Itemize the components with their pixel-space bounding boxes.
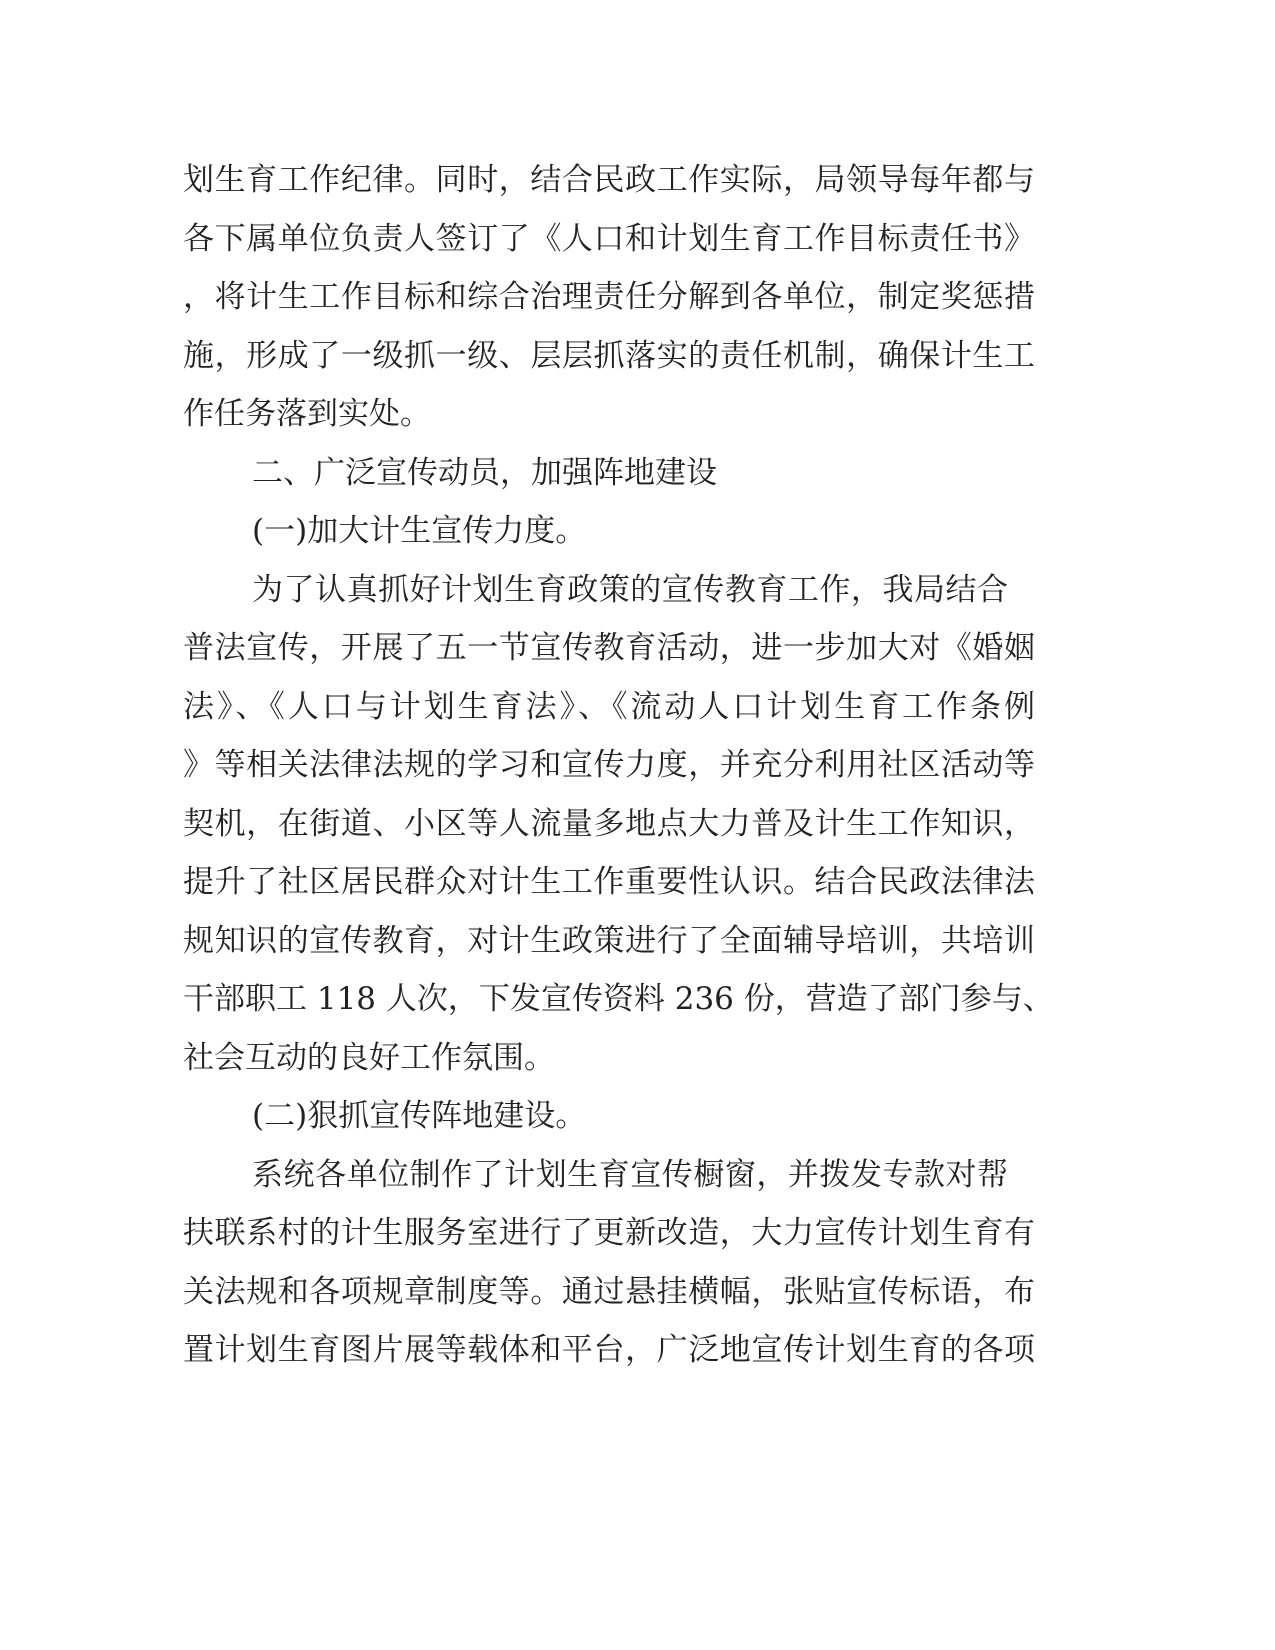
paragraph-line: 普法宣传，开展了五一节宣传教育活动，进一步加大对《婚姻	[183, 630, 1035, 666]
paragraph-line: 系统各单位制作了计划生育宣传橱窗，并拨发专款对帮	[252, 1157, 1008, 1193]
paragraph-line: 规知识的宣传教育，对计生政策进行了全面辅导培训，共培训	[183, 923, 1035, 959]
paragraph-line: 契机，在街道、小区等人流量多地点大力普及计生工作知识，	[183, 806, 1035, 842]
paragraph-line: 关法规和各项规章制度等。通过悬挂横幅，张贴宣传标语，布	[183, 1274, 1035, 1310]
subsection-heading: (一)加大计生宣传力度。	[252, 513, 587, 549]
paragraph-line: 施，形成了一级抓一级、层层抓落实的责任机制，确保计生工	[183, 338, 1035, 374]
paragraph-line: ，将计生工作目标和综合治理责任分解到各单位，制定奖惩措	[183, 279, 1035, 315]
paragraph-line: 法》、《人口与计划生育法》、《流动人口计划生育工作条例	[183, 689, 1035, 725]
paragraph-line: 置计划生育图片展等载体和平台，广泛地宣传计划生育的各项	[183, 1332, 1035, 1368]
paragraph-line: 扶联系村的计生服务室进行了更新改造，大力宣传计划生育有	[183, 1215, 1035, 1251]
paragraph-line: 提升了社区居民群众对计生工作重要性认识。结合民政法律法	[183, 864, 1035, 900]
paragraph-line: 干部职工 118 人次，下发宣传资料 236 份，营造了部门参与、	[183, 981, 1054, 1017]
paragraph-line: 社会互动的良好工作氛围。	[183, 1040, 555, 1076]
paragraph-line: 为了认真抓好计划生育政策的宣传教育工作，我局结合	[252, 572, 1008, 608]
subsection-heading: (二)狠抓宣传阵地建设。	[252, 1098, 587, 1134]
paragraph-line: 划生育工作纪律。同时，结合民政工作实际，局领导每年都与	[183, 162, 1035, 198]
paragraph-line: 作任务落到实处。	[183, 396, 431, 432]
section-heading: 二、广泛宣传动员，加强阵地建设	[252, 455, 717, 491]
paragraph-line: 各下属单位负责人签订了《人口和计划生育工作目标责任书》	[183, 221, 1035, 257]
paragraph-line: 》等相关法律法规的学习和宣传力度，并充分利用社区活动等	[183, 747, 1035, 783]
